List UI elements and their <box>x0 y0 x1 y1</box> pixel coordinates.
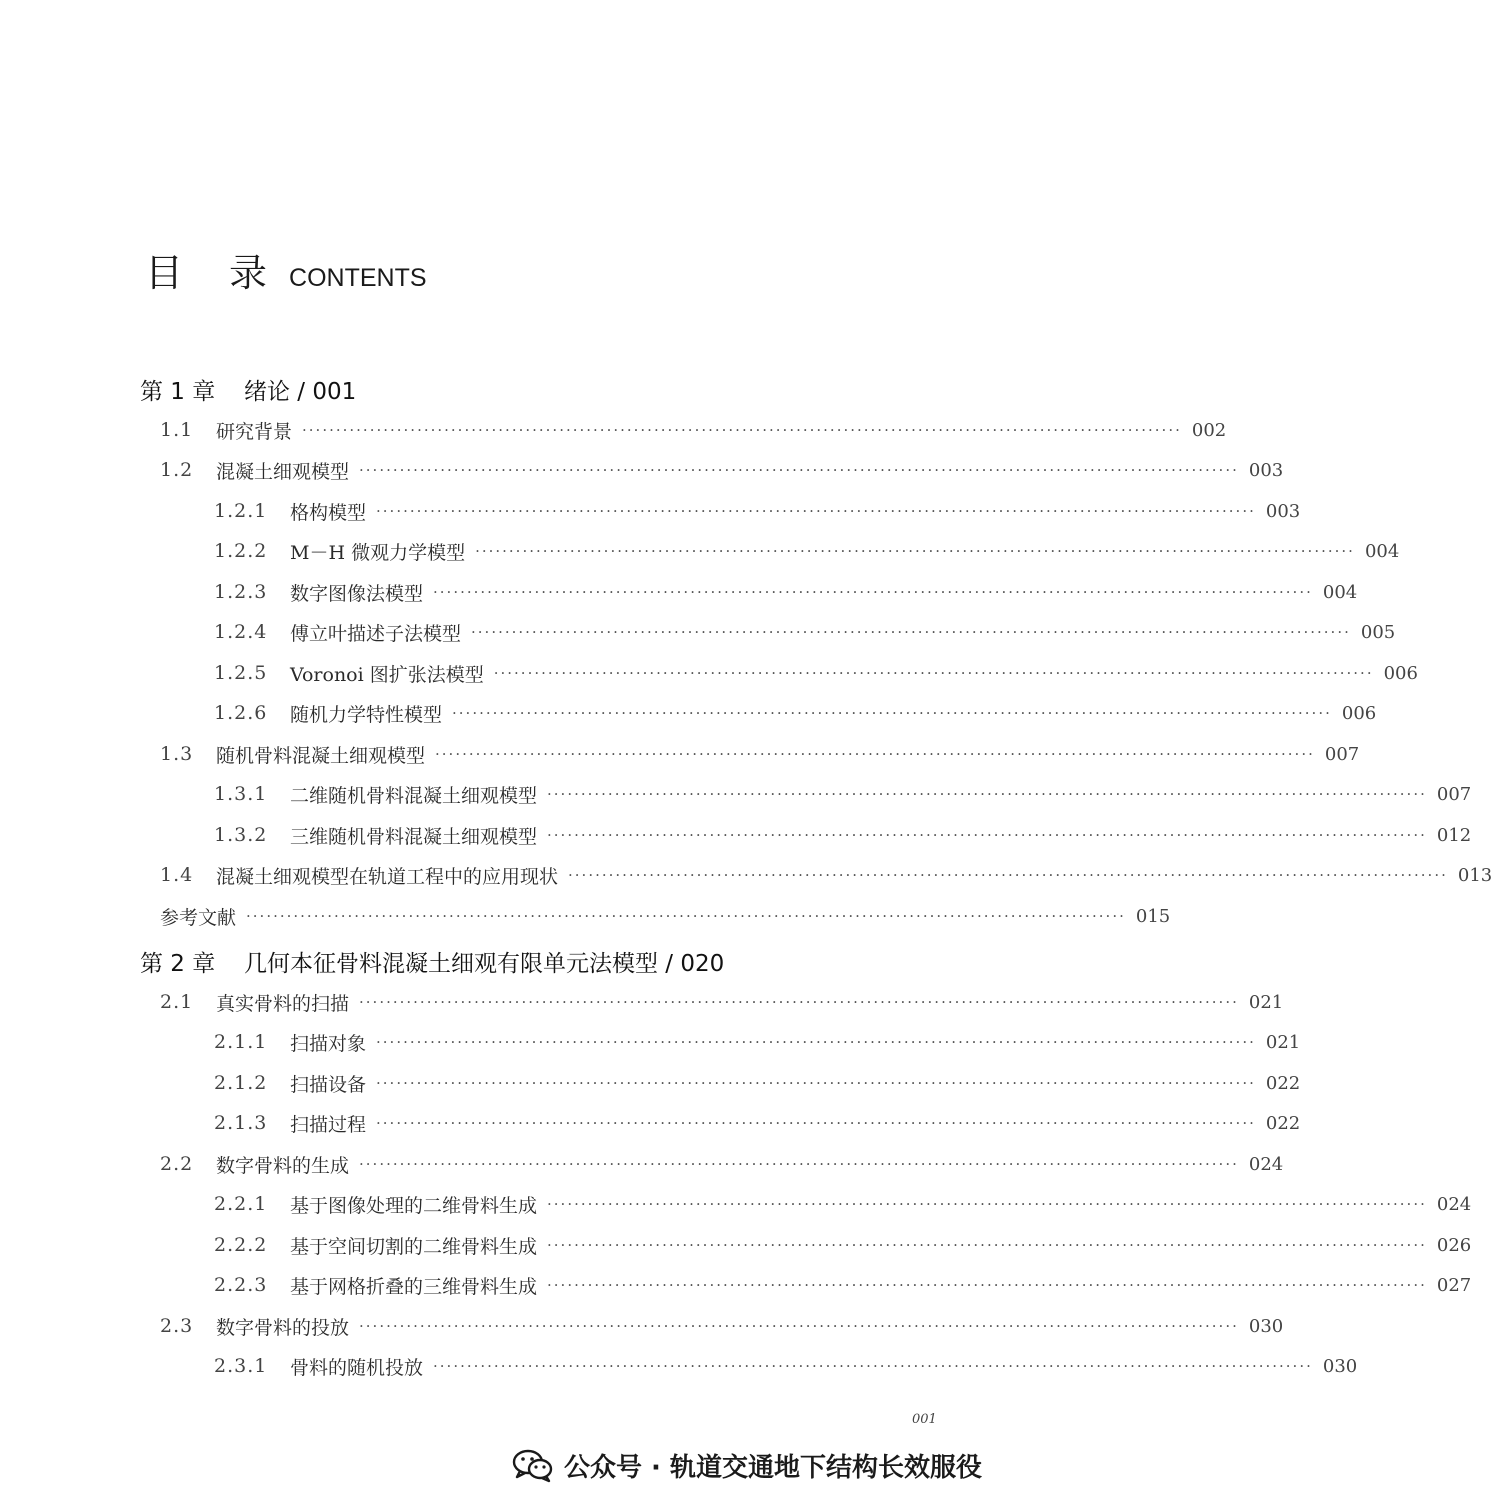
page-number: 021 <box>1265 1031 1301 1053</box>
section-number: 2.1.3 <box>214 1112 268 1134</box>
dot-leader: ·································································································································· <box>547 1236 1427 1254</box>
section-title: 扫描对象 <box>290 1032 367 1055</box>
section-title: 基于空间切割的二维骨料生成 <box>290 1235 538 1258</box>
section-number: 1.2.6 <box>214 702 268 724</box>
toc-entry[interactable] <box>214 1351 1358 1381</box>
page-number: 004 <box>1364 540 1400 562</box>
dot-leader: ·································································································································· <box>359 1317 1239 1335</box>
title-english: CONTENTS <box>289 264 427 292</box>
toc-entry[interactable] <box>214 617 1396 647</box>
dot-leader: ·································································································································· <box>433 583 1313 601</box>
page-title <box>145 242 427 295</box>
toc-entry[interactable] <box>214 1108 1301 1138</box>
toc-entry[interactable] <box>160 739 1360 769</box>
section-number: 2.1.2 <box>214 1072 268 1094</box>
section-number: 1.2.2 <box>214 540 268 562</box>
page-number: 024 <box>1436 1193 1472 1215</box>
page-number: 005 <box>1360 621 1396 643</box>
chapter-heading[interactable] <box>140 373 356 406</box>
title-chinese: 目录 <box>145 251 314 295</box>
section-title: Voronoi 图扩张法模型 <box>290 663 484 686</box>
toc-entry[interactable] <box>214 577 1358 607</box>
dot-leader: ·································································································································· <box>376 1033 1256 1051</box>
dot-leader: ·································································································································· <box>547 1195 1427 1213</box>
toc-entry[interactable] <box>160 860 1492 890</box>
section-number: 1.2.1 <box>214 500 268 522</box>
dot-leader: ·································································································································· <box>493 664 1374 682</box>
page-number: 027 <box>1436 1274 1472 1296</box>
page-number: 012 <box>1436 824 1472 846</box>
section-title: 二维随机骨料混凝土细观模型 <box>290 784 538 807</box>
section-number: 2.2.2 <box>214 1234 268 1256</box>
section-title: 基于图像处理的二维骨料生成 <box>290 1194 538 1217</box>
toc-entry[interactable] <box>214 1189 1472 1219</box>
dot-leader: ·································································································································· <box>302 421 1182 439</box>
dot-leader: ·································································································································· <box>568 866 1448 884</box>
toc-entry[interactable] <box>160 415 1227 445</box>
dot-leader: ·································································································································· <box>376 1114 1256 1132</box>
toc-entry[interactable] <box>160 1149 1284 1179</box>
section-title: 基于网格折叠的三维骨料生成 <box>290 1275 538 1298</box>
page-number: 022 <box>1265 1072 1301 1094</box>
chapter-title: 几何本征骨料混凝土细观有限单元法模型 / 020 <box>244 951 725 977</box>
toc-entry[interactable] <box>214 779 1472 809</box>
section-number: 2.3.1 <box>214 1355 268 1377</box>
section-title: 参考文献 <box>160 906 237 929</box>
page-number: 003 <box>1265 500 1301 522</box>
section-number: 2.2 <box>160 1153 194 1175</box>
dot-leader: ·································································································································· <box>547 826 1427 844</box>
section-title: 真实骨料的扫描 <box>216 992 350 1015</box>
section-title: 傅立叶描述子法模型 <box>290 622 462 645</box>
section-number: 2.1 <box>160 991 194 1013</box>
page-number: 022 <box>1265 1112 1301 1134</box>
dot-leader: ·································································································································· <box>433 1357 1313 1375</box>
toc-entry[interactable] <box>214 820 1472 850</box>
page-number: 002 <box>1191 419 1227 441</box>
toc-entry[interactable] <box>214 658 1418 688</box>
dot-leader: ·································································································································· <box>376 502 1256 520</box>
section-title: 骨料的随机投放 <box>290 1356 424 1379</box>
section-number: 1.3.2 <box>214 824 268 846</box>
toc-entry[interactable] <box>160 1311 1284 1341</box>
page-number: 013 <box>1457 864 1492 886</box>
page-number: 030 <box>1248 1315 1284 1337</box>
section-title: 扫描过程 <box>290 1113 367 1136</box>
dot-leader: ·································································································································· <box>376 1074 1256 1092</box>
section-title: 扫描设备 <box>290 1073 367 1096</box>
chapter-heading[interactable] <box>140 945 724 978</box>
watermark <box>512 1448 982 1482</box>
section-number: 1.4 <box>160 864 194 886</box>
section-number: 1.3 <box>160 743 194 765</box>
section-number: 1.2.4 <box>214 621 268 643</box>
section-title: 混凝土细观模型 <box>216 460 350 483</box>
dot-leader: ·································································································································· <box>435 745 1315 763</box>
chapter-title: 绪论 / 001 <box>244 379 357 405</box>
toc-entry[interactable] <box>160 987 1284 1017</box>
dot-leader: ·································································································································· <box>475 542 1355 560</box>
section-title: 混凝土细观模型在轨道工程中的应用现状 <box>216 865 559 888</box>
toc-entry[interactable] <box>214 536 1400 566</box>
section-number: 1.2.3 <box>214 581 268 603</box>
toc-entry[interactable] <box>214 1270 1472 1300</box>
section-number: 2.3 <box>160 1315 194 1337</box>
chapter-number: 第 2 章 <box>140 951 216 977</box>
section-number: 2.2.1 <box>214 1193 268 1215</box>
section-title: 数字骨料的投放 <box>216 1316 350 1339</box>
page-number: 006 <box>1383 662 1418 684</box>
page-folio: 001 <box>912 1412 937 1427</box>
watermark-text: 公众号 · 轨道交通地下结构长效服役 <box>564 1452 982 1483</box>
page-number: 021 <box>1248 991 1284 1013</box>
section-title: 三维随机骨料混凝土细观模型 <box>290 825 538 848</box>
dot-leader: ·································································································································· <box>547 1276 1427 1294</box>
page-number: 030 <box>1322 1355 1358 1377</box>
dot-leader: ·································································································································· <box>471 623 1351 641</box>
page-number: 024 <box>1248 1153 1284 1175</box>
section-number: 1.2.5 <box>214 662 268 684</box>
page-number: 004 <box>1322 581 1358 603</box>
wechat-icon <box>512 1448 554 1482</box>
page-number: 006 <box>1341 702 1377 724</box>
section-number: 1.2 <box>160 459 194 481</box>
section-title: M－H 微观力学模型 <box>290 541 466 564</box>
section-title: 随机力学特性模型 <box>290 703 443 726</box>
toc-entry[interactable] <box>214 1230 1472 1260</box>
dot-leader: ·································································································································· <box>359 461 1239 479</box>
toc-entry-references[interactable] <box>160 901 1171 931</box>
dot-leader: ·································································································································· <box>246 907 1126 925</box>
section-number: 1.1 <box>160 419 194 441</box>
dot-leader: ·································································································································· <box>359 993 1239 1011</box>
dot-leader: ·································································································································· <box>452 704 1332 722</box>
section-title: 数字骨料的生成 <box>216 1154 350 1177</box>
section-title: 研究背景 <box>216 420 293 443</box>
page-number: 003 <box>1248 459 1284 481</box>
section-title: 随机骨料混凝土细观模型 <box>216 744 426 767</box>
section-number: 1.3.1 <box>214 783 268 805</box>
section-number: 2.2.3 <box>214 1274 268 1296</box>
chapter-number: 第 1 章 <box>140 379 216 405</box>
dot-leader: ·································································································································· <box>547 785 1427 803</box>
page-number: 007 <box>1436 783 1472 805</box>
page-number: 007 <box>1324 743 1360 765</box>
page-number: 015 <box>1135 905 1171 927</box>
dot-leader: ·································································································································· <box>359 1155 1239 1173</box>
section-number: 2.1.1 <box>214 1031 268 1053</box>
toc-entry[interactable] <box>214 496 1301 526</box>
toc-entry[interactable] <box>214 698 1377 728</box>
section-title: 格构模型 <box>290 501 367 524</box>
toc-entry[interactable] <box>214 1027 1301 1057</box>
toc-entry[interactable] <box>160 455 1284 485</box>
page-number: 026 <box>1436 1234 1472 1256</box>
toc-entry[interactable] <box>214 1068 1301 1098</box>
section-title: 数字图像法模型 <box>290 582 424 605</box>
